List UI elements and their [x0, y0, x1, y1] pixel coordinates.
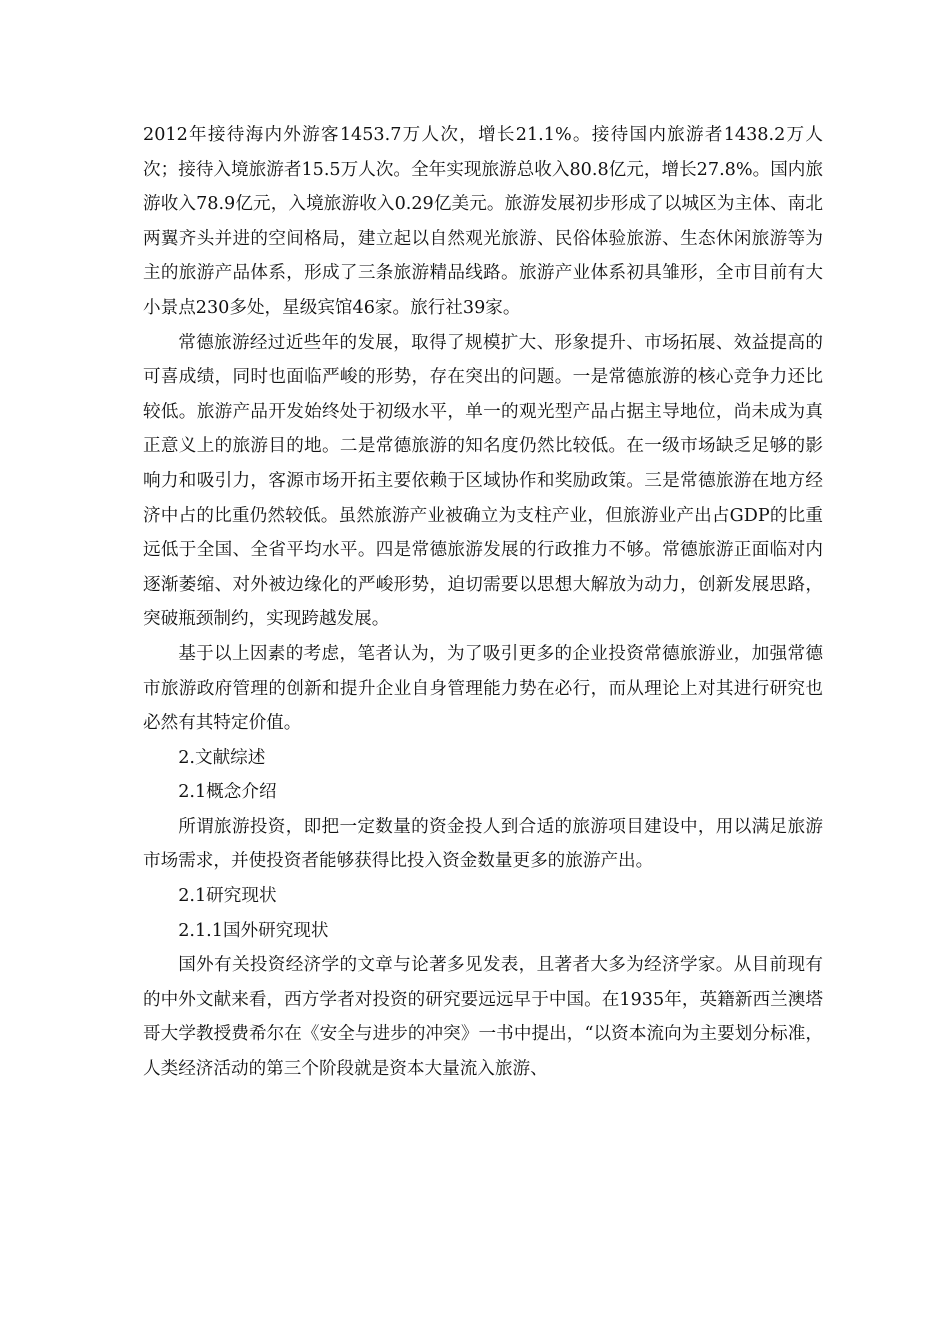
- paragraph-tourism-statistics: 2012年接待海内外游客1453.7万人次，增长21.1%。接待国内旅游者1438.2万人次；接待入境旅游者15.5万人次。全年实现旅游总收入80.8亿元，增长27.8%。国内旅游收入78.9亿元，入境旅游收入0.29亿美元。旅游发展初步形成了以城区为主体、南北两翼齐头并进的空间格局，建立起以自然观光旅游、民俗体验旅游、生态休闲旅游等为主的旅游产品体系，形成了三条旅游精品线路。旅游产业体系初具雏形，全市目前有大小景点230多处，星级宾馆46家。旅行社39家。: [143, 125, 823, 318]
- document-page: [143, 118, 823, 1087]
- paragraph-tourism-investment-definition: 所谓旅游投资，即把一定数量的资金投人到合适的旅游项目建设中，用以满足旅游市场需求，并使投资者能够获得比投入资金数量更多的旅游产出。: [143, 816, 823, 872]
- heading-foreign-research-status: 2.1.1国外研究现状: [178, 920, 329, 941]
- heading-research-status: 2.1研究现状: [178, 886, 277, 907]
- paragraph-tourism-problems: 常德旅游经过近些年的发展，取得了规模扩大、形象提升、市场拓展、效益提高的可喜成绩，同时也面临严峻的形势，存在突出的问题。一是常德旅游的核心竞争力还比较低。旅游产品开发始终处于初级水平，单一的观光型产品占据主导地位，尚未成为真正意义上的旅游目的地。二是常德旅游的知名度仍然比较低。在一级市场缺乏足够的影响力和吸引力，客源市场开拓主要依赖于区域协作和奖励政策。三是常德旅游在地方经济中占的比重仍然较低。虽然旅游产业被确立为支柱产业，但旅游业产出占GDP的比重远低于全国、全省平均水平。四是常德旅游发展的行政推力不够。常德旅游正面临对内逐渐萎缩、对外被边缘化的严峻形势，迫切需要以思想大解放为动力，创新发展思路，突破瓶颈制约，实现跨越发展。: [143, 332, 823, 630]
- heading-concept-introduction: 2.1概念介绍: [178, 782, 277, 803]
- heading-literature-review: 2.文献综述: [178, 747, 266, 768]
- paragraph-foreign-research: 国外有关投资经济学的文章与论著多见发表，且著者大多为经济学家。从目前现有的中外文献来看，西方学者对投资的研究要远远早于中国。在1935年，英籍新西兰澳塔哥大学教授费希尔在《安全与进步的冲突》一书中提出，“以资本流向为主要划分标准，人类经济活动的第三个阶段就是资本大量流入旅游、: [143, 955, 823, 1080]
- paragraph-research-motivation: 基于以上因素的考虑，笔者认为，为了吸引更多的企业投资常德旅游业，加强常德市旅游政府管理的创新和提升企业自身管理能力势在必行，而从理论上对其进行研究也必然有其特定价值。: [143, 643, 823, 734]
